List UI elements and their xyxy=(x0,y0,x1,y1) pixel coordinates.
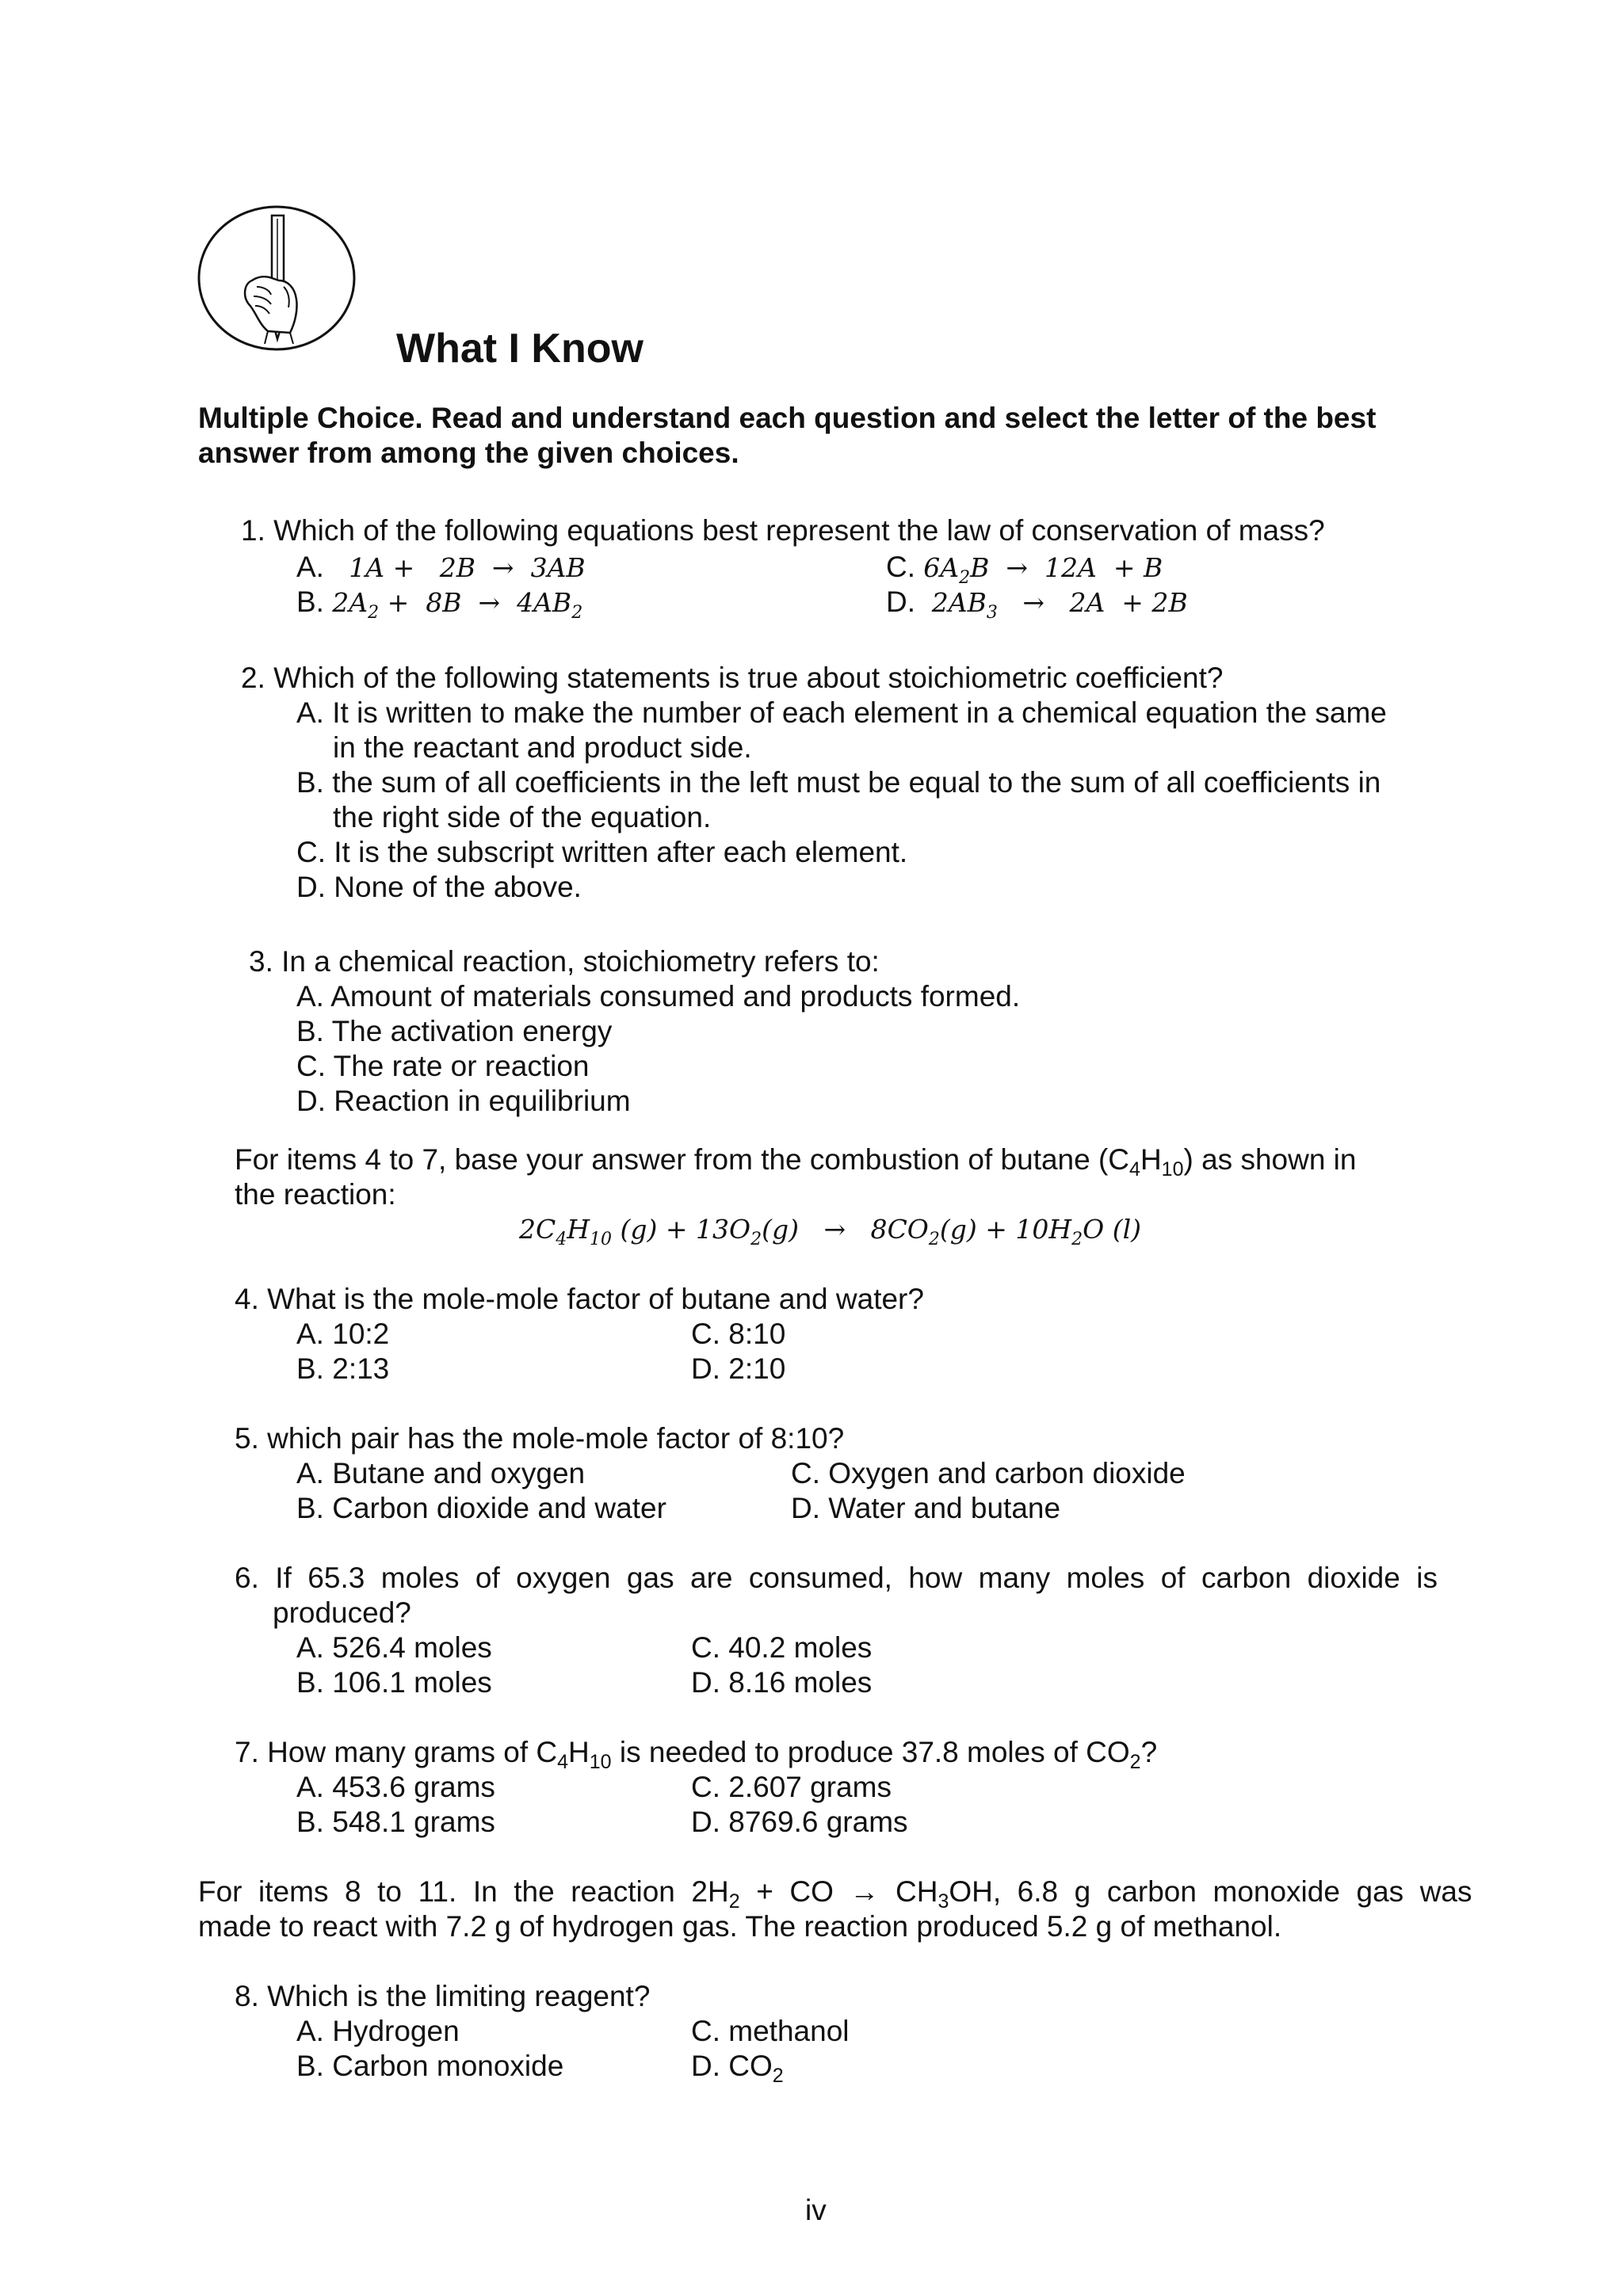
q5-option-a: A. Butane and oxygen xyxy=(296,1457,586,1489)
q6-option-c: C. 40.2 moles xyxy=(691,1631,873,1664)
q2-stem: 2. Which of the following statements is true about stoichiometric coefficient? xyxy=(241,662,1224,694)
q1-option-b-label: B. xyxy=(296,585,324,618)
q2-option-a-line1: A. It is written to make the number of each element in a chemical equation the same xyxy=(296,696,1387,729)
q2-option-a-line2: in the reactant and product side. xyxy=(333,731,752,764)
q5-option-b: B. Carbon dioxide and water xyxy=(296,1492,666,1524)
q8-option-d: D. $CO_2$ xyxy=(691,2050,784,2087)
q1-option-c-label: C. xyxy=(886,551,915,583)
q2-option-c: C. It is the subscript written after each element. xyxy=(296,836,908,868)
q8-option-b: B. Carbon monoxide xyxy=(296,2050,564,2082)
q3-option-a: A. Amount of materials consumed and products formed. xyxy=(296,980,1021,1013)
q5-stem: 5. which pair has the mole-mole factor of 8:10? xyxy=(235,1422,845,1455)
q1-option-a-equation: 1A + 2B → 3AB xyxy=(332,552,586,583)
page-title: What I Know xyxy=(396,326,643,372)
q7-option-a: A. 453.6 grams xyxy=(296,1771,495,1803)
q7-option-d: D. 8769.6 grams xyxy=(691,1806,908,1838)
q3-option-b: B. The activation energy xyxy=(296,1015,613,1047)
page-number: iv xyxy=(805,2194,827,2226)
q5-option-c: C. Oxygen and carbon dioxide xyxy=(791,1457,1186,1489)
q1-option-a-label: A. xyxy=(296,551,324,583)
q6-stem-line1: 6. If 65.3 moles of oxygen gas are consumed, how many moles of carbon dioxide is xyxy=(235,1562,1438,1594)
q4-option-d: D. 2:10 xyxy=(691,1352,786,1385)
items-4-7-intro-line2: the reaction: xyxy=(235,1178,396,1211)
instructions-line1: Multiple Choice. Read and understand each question and select the letter of the best xyxy=(198,402,1377,434)
butane-combustion-equation: $2C_4H_{10}$ $(g) + 13O_2(g) \to 8CO_2(g) + 10H_2O$ (l) xyxy=(519,1214,1142,1249)
items-8-11-intro-line1: For items 8 to 11. In the reaction $2H_2$ + CO → $CH_3OH$, 6.8 g carbon monoxide gas was xyxy=(198,1875,1472,1913)
q2-option-d: D. None of the above. xyxy=(296,871,582,903)
q4-option-b: B. 2:13 xyxy=(296,1352,390,1385)
q2-option-b-line1: B. the sum of all coefficients in the left must be equal to the sum of all coefficients in xyxy=(296,766,1381,799)
q4-option-c: C. 8:10 xyxy=(691,1318,786,1350)
q2-option-b-line2: the right side of the equation. xyxy=(333,801,712,833)
q6-option-a: A. 526.4 moles xyxy=(296,1631,492,1664)
pencil-hand-icon xyxy=(197,204,357,352)
items-4-7-intro-line1: For items 4 to 7, base your answer from the combustion of butane $(C_4H_{10})$ as shown in xyxy=(235,1143,1357,1180)
q1-option-b-equation: $2A_2 + 8B \to 4AB_2$ xyxy=(332,587,583,623)
q3-option-c: C. The rate or reaction xyxy=(296,1050,590,1082)
q5-option-d: D. Water and butane xyxy=(791,1492,1061,1524)
q1-stem: 1. Which of the following equations best represent the law of conservation of mass? xyxy=(241,514,1325,547)
q8-option-a: A. Hydrogen xyxy=(296,2015,460,2047)
q7-stem: 7. How many grams of $C_4H_{10}$ is needed to produce 37.8 moles of $CO_2$? xyxy=(235,1736,1158,1773)
q6-option-d: D. 8.16 moles xyxy=(691,1666,873,1699)
q1-option-c xyxy=(886,550,1163,588)
q4-stem: 4. What is the mole-mole factor of butane and water? xyxy=(235,1283,924,1315)
q4-option-a: A. 10:2 xyxy=(296,1318,390,1350)
q6-stem-line2: produced? xyxy=(273,1596,411,1629)
q3-stem: 3. In a chemical reaction, stoichiometry refers to: xyxy=(249,945,880,978)
q8-option-c: C. methanol xyxy=(691,2015,850,2047)
q7-option-c: C. 2.607 grams xyxy=(691,1771,892,1803)
q6-option-b: B. 106.1 moles xyxy=(296,1666,492,1699)
instructions-line2: answer from among the given choices. xyxy=(198,437,739,469)
q1-option-b xyxy=(296,585,583,623)
q1-option-a xyxy=(296,550,586,585)
q1-option-d-label: D. xyxy=(886,585,915,618)
items-8-11-intro-line2: made to react with 7.2 g of hydrogen gas. The reaction produced 5.2 g of methanol. xyxy=(198,1910,1282,1943)
q8-stem: 8. Which is the limiting reagent? xyxy=(235,1980,651,2012)
q1-option-d xyxy=(886,585,1188,623)
q1-option-d-equation: $2AB_3 \to 2A + 2B$ xyxy=(923,587,1188,623)
q1-option-c-equation: $6A_2B \to 12A + B$ xyxy=(923,552,1163,588)
q7-option-b: B. 548.1 grams xyxy=(296,1806,495,1838)
q3-option-d: D. Reaction in equilibrium xyxy=(296,1085,631,1117)
